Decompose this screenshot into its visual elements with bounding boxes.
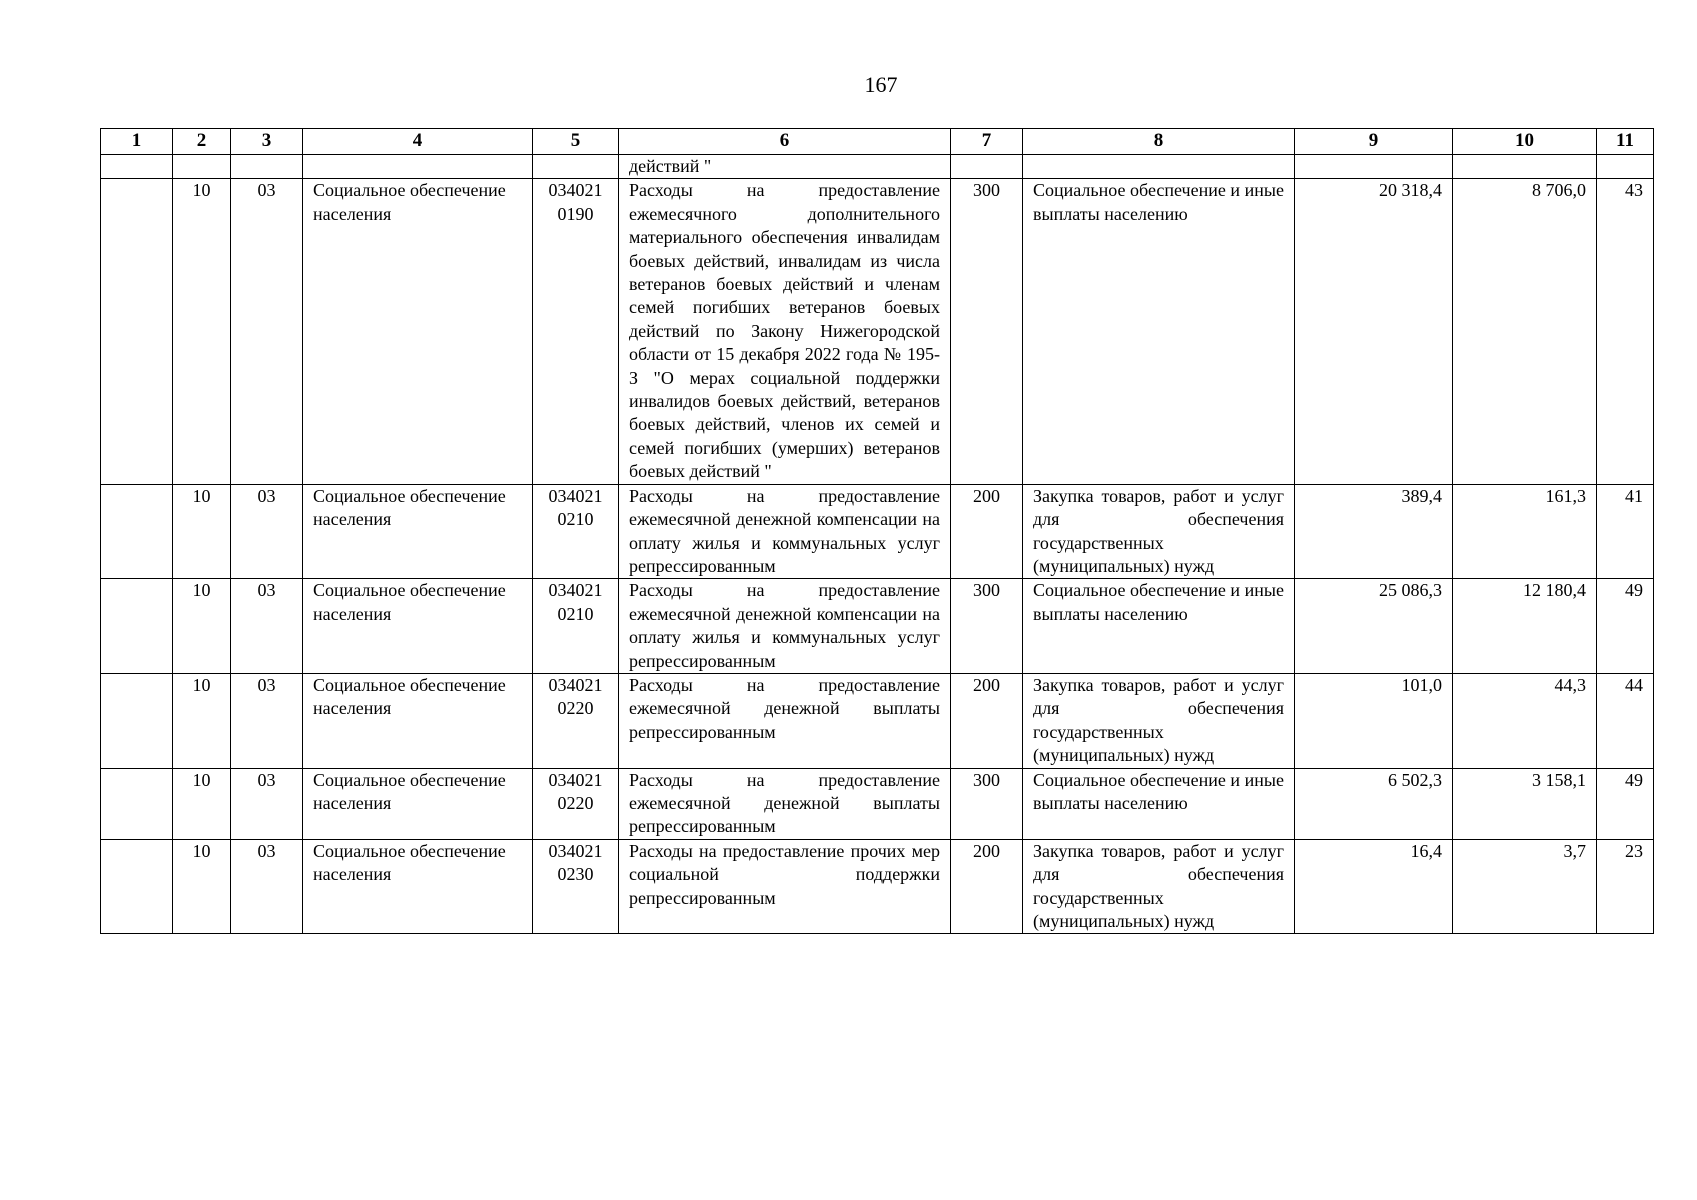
table-cell xyxy=(1295,155,1453,179)
expense-type-name: Социальное обеспечение и иные выплаты населению xyxy=(1023,579,1295,674)
planned-amount: 25 086,3 xyxy=(1295,579,1453,674)
table-row xyxy=(101,839,1654,934)
expense-type-code: 300 xyxy=(951,579,1023,674)
column-header: 6 xyxy=(619,129,951,155)
code-part: 034021 xyxy=(548,580,603,601)
subsection-name: Социальное обеспечение населения xyxy=(303,673,533,768)
execution-percent: 43 xyxy=(1597,179,1654,484)
code-part: 0210 xyxy=(557,509,594,530)
target-article-code xyxy=(533,484,619,579)
table-row xyxy=(101,673,1654,768)
subsection-code: 03 xyxy=(231,484,303,579)
expense-type-name: Социальное обеспечение и иные выплаты населению xyxy=(1023,768,1295,839)
expense-type-code: 200 xyxy=(951,839,1023,934)
column-header: 8 xyxy=(1023,129,1295,155)
table-cell xyxy=(1023,155,1295,179)
table-cell xyxy=(1453,155,1597,179)
code-part: 0210 xyxy=(557,603,594,624)
table-cell xyxy=(101,484,173,579)
executed-amount: 12 180,4 xyxy=(1453,579,1597,674)
target-article-code xyxy=(533,768,619,839)
subsection-name: Социальное обеспечение населения xyxy=(303,768,533,839)
target-article-code xyxy=(533,179,619,484)
table-row-continuation xyxy=(101,155,1654,179)
column-header: 9 xyxy=(1295,129,1453,155)
planned-amount: 101,0 xyxy=(1295,673,1453,768)
table-cell xyxy=(101,839,173,934)
expense-type-name: Закупка товаров, работ и услуг для обеспечения государственных (муниципальных) нужд xyxy=(1023,839,1295,934)
table-row xyxy=(101,768,1654,839)
subsection-name: Социальное обеспечение населения xyxy=(303,179,533,484)
table-cell xyxy=(101,579,173,674)
planned-amount: 389,4 xyxy=(1295,484,1453,579)
table-cell xyxy=(303,155,533,179)
table-cell xyxy=(101,179,173,484)
code-part: 0220 xyxy=(557,698,594,719)
subsection-code: 03 xyxy=(231,179,303,484)
column-header: 10 xyxy=(1453,129,1597,155)
expense-type-name: Закупка товаров, работ и услуг для обеспечения государственных (муниципальных) нужд xyxy=(1023,484,1295,579)
code-part: 034021 xyxy=(548,769,603,790)
expense-type-code: 300 xyxy=(951,179,1023,484)
code-part: 0220 xyxy=(557,792,594,813)
execution-percent: 49 xyxy=(1597,579,1654,674)
target-article-code xyxy=(533,673,619,768)
code-part: 0230 xyxy=(557,864,594,885)
column-header: 7 xyxy=(951,129,1023,155)
section-code: 10 xyxy=(173,839,231,934)
table-row xyxy=(101,579,1654,674)
budget-table xyxy=(100,128,1654,934)
section-code: 10 xyxy=(173,768,231,839)
table-cell xyxy=(101,673,173,768)
column-header: 2 xyxy=(173,129,231,155)
code-part: 034021 xyxy=(548,674,603,695)
table-row xyxy=(101,179,1654,484)
article-name: Расходы на предоставление ежемесячной денежной выплаты репрессированным xyxy=(619,768,951,839)
expense-type-name: Закупка товаров, работ и услуг для обеспечения государственных (муниципальных) нужд xyxy=(1023,673,1295,768)
executed-amount: 3,7 xyxy=(1453,839,1597,934)
article-name: Расходы на предоставление прочих мер социальной поддержки репрессированным xyxy=(619,839,951,934)
planned-amount: 6 502,3 xyxy=(1295,768,1453,839)
subsection-code: 03 xyxy=(231,768,303,839)
code-part: 034021 xyxy=(548,485,603,506)
continuation-text: действий " xyxy=(619,155,951,179)
subsection-name: Социальное обеспечение населения xyxy=(303,484,533,579)
page-number: 167 xyxy=(864,72,898,97)
section-code: 10 xyxy=(173,579,231,674)
subsection-code: 03 xyxy=(231,839,303,934)
execution-percent: 23 xyxy=(1597,839,1654,934)
section-code: 10 xyxy=(173,673,231,768)
execution-percent: 49 xyxy=(1597,768,1654,839)
expense-type-name: Социальное обеспечение и иные выплаты населению xyxy=(1023,179,1295,484)
executed-amount: 8 706,0 xyxy=(1453,179,1597,484)
execution-percent: 41 xyxy=(1597,484,1654,579)
table-cell xyxy=(173,155,231,179)
target-article-code xyxy=(533,579,619,674)
table-cell xyxy=(951,155,1023,179)
table-header-row xyxy=(101,129,1654,155)
subsection-name: Социальное обеспечение населения xyxy=(303,839,533,934)
table-cell xyxy=(101,155,173,179)
expense-type-code: 200 xyxy=(951,673,1023,768)
table-cell xyxy=(533,155,619,179)
table-cell xyxy=(101,768,173,839)
executed-amount: 44,3 xyxy=(1453,673,1597,768)
planned-amount: 20 318,4 xyxy=(1295,179,1453,484)
section-code: 10 xyxy=(173,484,231,579)
column-header: 1 xyxy=(101,129,173,155)
table-cell xyxy=(1597,155,1654,179)
executed-amount: 161,3 xyxy=(1453,484,1597,579)
article-name: Расходы на предоставление ежемесячной денежной выплаты репрессированным xyxy=(619,673,951,768)
target-article-code xyxy=(533,839,619,934)
executed-amount: 3 158,1 xyxy=(1453,768,1597,839)
planned-amount: 16,4 xyxy=(1295,839,1453,934)
column-header: 11 xyxy=(1597,129,1654,155)
article-name: Расходы на предоставление ежемесячной денежной компенсации на оплату жилья и коммунальных услуг репрессированным xyxy=(619,484,951,579)
article-name: Расходы на предоставление ежемесячного дополнительного материального обеспечения инвалидам боевых действий, инвалидам из числа ветеранов боевых действий и членам семей погибших ветеранов боевых действий по Закону Нижегородской области от 15 декабря 2022 года № 195-З "О мерах социальной поддержки инвалидов боевых действий, ветеранов боевых действий, членов их семей и семей погибших (умерших) ветеранов боевых действий " xyxy=(619,179,951,484)
subsection-code: 03 xyxy=(231,579,303,674)
expense-type-code: 200 xyxy=(951,484,1023,579)
column-header: 4 xyxy=(303,129,533,155)
column-header: 5 xyxy=(533,129,619,155)
column-header: 3 xyxy=(231,129,303,155)
subsection-name: Социальное обеспечение населения xyxy=(303,579,533,674)
subsection-code: 03 xyxy=(231,673,303,768)
table-cell xyxy=(231,155,303,179)
article-name: Расходы на предоставление ежемесячной денежной компенсации на оплату жилья и коммунальных услуг репрессированным xyxy=(619,579,951,674)
execution-percent: 44 xyxy=(1597,673,1654,768)
expense-type-code: 300 xyxy=(951,768,1023,839)
section-code: 10 xyxy=(173,179,231,484)
code-part: 0190 xyxy=(557,203,594,224)
code-part: 034021 xyxy=(548,840,603,861)
table-row xyxy=(101,484,1654,579)
code-part: 034021 xyxy=(548,180,603,201)
